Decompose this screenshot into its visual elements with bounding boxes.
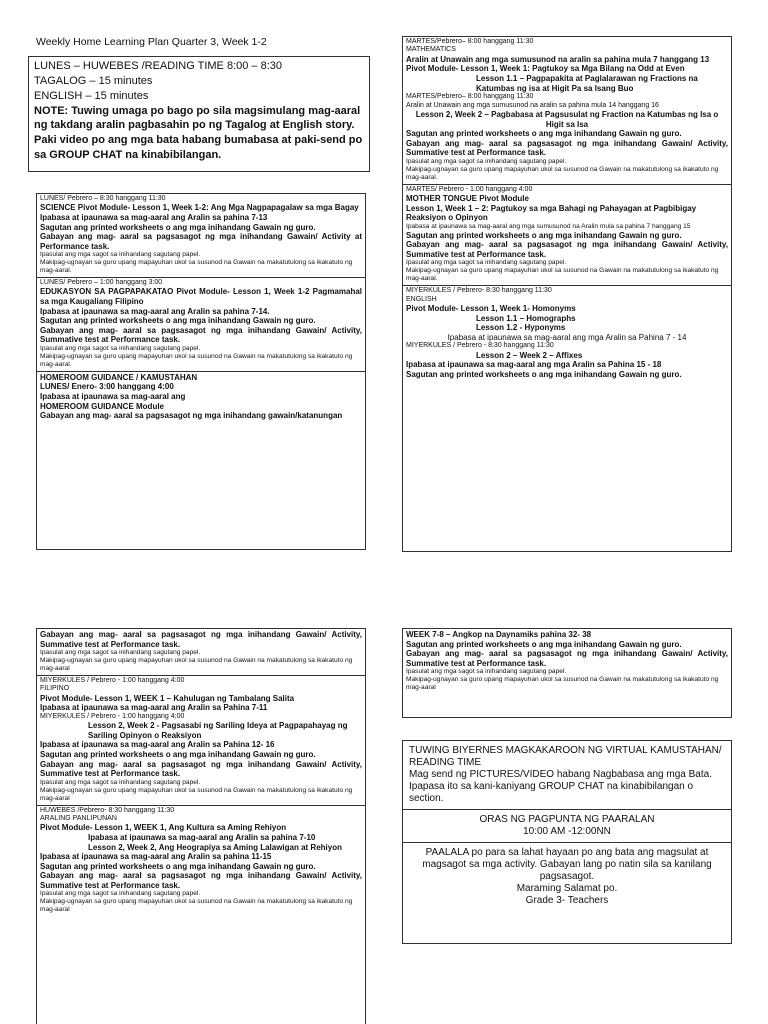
schedule-line: MIYERKULES / Pebrero- 8:30 hanggang 11:30 [406, 287, 552, 295]
reminder-line: Maraming Salamat po. [516, 883, 618, 894]
schedule-line: Ipasulat ang mga sagot sa inihandang sagutang papel. [40, 251, 201, 259]
reminder-line: Grade 3- Teachers [525, 895, 609, 906]
left-top-schedule [36, 193, 366, 550]
schedule-line: Lesson 1, Week 1 – 2: Pagtukoy sa mga Bahagi ng Pahayagan at Pagbibigay Reaksiyon o Opinyon [406, 203, 697, 223]
schedule-line: Pivot Module- Lesson 1, Week 1- Homonyms [406, 303, 576, 313]
schedule-line: Ipabasa at ipaunawa sa mag-aaral ang mga Aralin sa Pahina 15 - 18 [406, 360, 662, 370]
left-top-cells [37, 194, 365, 423]
left-bottom-schedule [36, 628, 366, 1024]
schedule-line: Pivot Module- Lesson 1, WEEK 1, Ang Kultura sa Aming Rehiyon [40, 823, 287, 833]
school-visit-schedule [403, 810, 731, 843]
reading-time-box [28, 56, 370, 172]
schedule-line: Ipasulat ang mga sagot sa inihandang sagutang papel. [40, 778, 201, 786]
schedule-line: ARALING PANLIPUNAN [40, 814, 117, 822]
schedule-line: MIYERKULES / Pebrero - 8:30 hanggang 11:30 [406, 342, 554, 350]
schedule-line: Gabayan ang mag- aaral sa pagsasagot ng mga inihandang Gawain/ Activity, Summative test at Performance task. [40, 325, 362, 345]
schedule-line: Lesson 1.2 - Hyponyms [476, 323, 566, 333]
schedule-line: Gabayan ang mag- aaral sa pagsasagot ng mga inihandang Gawain/ Activity, Summative test at Performance task. [40, 871, 362, 890]
schedule-line: Ipabasa at ipaunawa sa mag-aaral ang Aralin sa pahina 7-13 [40, 212, 268, 222]
schedule-line: EDUKASYON SA PAGPAPAKATAO Pivot Module- Lesson 1, Week 1-2 Pagmamahal sa mga Kaugaliang Filipino [40, 287, 362, 307]
schedule-line: MATHEMATICS [406, 46, 456, 54]
schedule-line: MOTHER TONGUE Pivot Module [406, 194, 529, 204]
schedule-cell [403, 37, 731, 185]
schedule-line: Makipag-ugnayan sa guro upang mapayuhan ukol sa susunod na Gawain na makatutulong sa ikakatuto ng mag-aaral [40, 898, 353, 914]
reading-time-line: LUNES – HUWEBES /READING TIME 8:00 – 8:30 [34, 60, 282, 72]
reading-time-line: NOTE: Tuwing umaga po bago po sila magsimulang mag-aaral ng takdang aralin pagbasahin po ng Tagalog at English story. [34, 104, 361, 132]
schedule-line: Makipag-ugnayan sa guro upang mapayuhan ukol sa susunod na Gawain na makatutulong sa ikakatuto ng mag-aaral [406, 676, 719, 692]
schedule-line: MARTES/ Pebrero - 1:00 hanggang 4:00 [406, 185, 533, 193]
schedule-cell [403, 629, 731, 694]
reading-time-line: Paki video po ang mga bata habang bumabasa at paki-send po sa GROUP CHAT na kinabibilangan. [34, 134, 363, 162]
left-bottom-cells [37, 629, 365, 916]
schedule-line: Gabayan ang mag- aaral sa pagsasagot ng mga inihandang Gawain/ Activity, Summative test at Performance task. [40, 759, 362, 779]
schedule-line: LUNES/ Pebrero – 8:30 hanggang 11:30 [40, 195, 166, 202]
reading-time-line: TAGALOG – 15 minutes [34, 74, 153, 87]
schedule-line: Sagutan ang printed worksheets o ang mga inihandang Gawain ng guro. [406, 639, 682, 649]
schedule-line: Lesson 1.1 – Pagpapakita at Paglalarawan ng Fractions na Katumbas ng isa at Higit Pa sa Isang Buo [476, 73, 698, 93]
schedule-line: Ipasulat ang mga sagot sa inihandang sagutang papel. [406, 259, 567, 267]
right-top-cells [403, 37, 731, 382]
schedule-line: SCIENCE Pivot Module- Lesson 1, Week 1-2: Ang Mga Nagpapagalaw sa mga Bagay [40, 203, 359, 213]
friday-intro [403, 741, 731, 810]
schedule-line: Gabayan ang mag- aaral sa pagsasagot ng mga inihandang Gawain/ Activity, Summative test at Performance task. [406, 138, 728, 158]
schedule-line: LUNES/ Enero- 3:00 hanggang 4:00 [40, 382, 174, 392]
reminder-note [403, 843, 731, 911]
schedule-line: Ipabasa at ipaunawa sa mag-aaral ang Aralin sa Pahina 7-11 [40, 703, 268, 713]
schedule-line: MIYERKULES / Pebrero - 1:00 hanggang 4:00 [40, 676, 185, 684]
schedule-line: MIYERKULES / Pebrero - 1:00 hanggang 4:00 [40, 712, 185, 720]
schedule-line: Sagutan ang printed worksheets o ang mga inihandang Gawain ng guro. [40, 861, 316, 871]
right-bottom-schedule [402, 628, 732, 718]
schedule-line: LUNES/ Pebrero – 1:00 hanggang 3:00 [40, 279, 163, 287]
schedule-line: Makipag-ugnayan sa guro upang mapayuhan ukol sa susunod na Gawain na makatutulong sa ikakatuto ng mag-aaral. [40, 352, 353, 368]
schedule-line: Ipabasa at ipaunawa sa mag-aaral ang Aralin sa pahina 7-14. [40, 306, 270, 316]
schedule-cell [403, 286, 731, 381]
document-title: Weekly Home Learning Plan Quarter 3, Week 1-2 [36, 36, 267, 48]
schedule-line: Sagutan ang printed worksheets o ang mga inihandang Gawain ng guro. [40, 222, 316, 232]
schedule-cell [37, 372, 365, 423]
schedule-time-line: ORAS NG PAGPUNTA NG PAARALAN [479, 814, 655, 825]
schedule-line: WEEK 7-8 – Angkop na Daynamiks pahina 32- 38 [406, 630, 592, 639]
schedule-line: Ipasulat ang mga sagot sa inihandang sagutang papel. [406, 668, 567, 676]
schedule-line: MARTES/Pebrero– 8:00 hanggang 11:30 [406, 93, 534, 101]
schedule-line: HUWEBES /Pebrero- 8:30 hanggang 11:30 [40, 806, 175, 814]
schedule-cell [37, 629, 365, 676]
schedule-line: Pivot Module- Lesson 1, Week 1: Pagtukoy sa Mga Bilang na Odd at Even [406, 64, 685, 74]
schedule-line: Ipabasa at ipaunawa sa mag-aaral ang Aralin sa pahina 7-10 [88, 832, 316, 842]
schedule-line: ENGLISH [406, 295, 437, 303]
schedule-line: Ipasulat ang mga sagot sa inihandang sagutang papel. [406, 157, 567, 165]
schedule-line: Ipabasa at ipaunawa sa mag-aaral ang [40, 391, 186, 401]
schedule-line: Ipabasa at ipaunawa sa mag-aaral ang mga Aralin sa Pahina 7 - 14 [447, 332, 687, 342]
schedule-line: HOMEROOM GUIDANCE / KAMUSTAHAN [40, 372, 198, 382]
schedule-line: Pivot Module- Lesson 1, WEEK 1 – Kahulugan ng Tambalang Salita [40, 693, 295, 703]
reminder-line: PAALALA po para sa lahat hayaan po ang bata ang magsulat at magsagot sa mga activity. Gabayan lang po natin sila sa kanilang pagsasagot. [422, 847, 712, 882]
schedule-cell [37, 806, 365, 917]
schedule-line: Makipag-ugnayan sa guro upang mapayuhan ukol sa susunod na Gawain na makatutulong sa ikakatuto ng mag-aaral [40, 657, 353, 672]
schedule-line: Aralin at Unawain ang mga sumusunod na aralin sa pahina mula 14 hanggang 16 [406, 101, 659, 109]
schedule-line: Gabayan ang mag- aaral sa pagsasagot ng mga inihandang gawain/katanungan [40, 411, 343, 421]
friday-intro-line: TUWING BIYERNES MAGKAKAROON NG VIRTUAL KAMUSTAHAN/ READING TIME [409, 745, 722, 768]
schedule-line: Lesson 2, Week 2 - Pagsasabi ng Sariling Ideya at Pagpapahayag ng Sariling Opinyon o Reaksiyon [88, 721, 348, 740]
schedule-line: Sagutan ang printed worksheets o ang mga inihandang Gawain ng guro. [40, 316, 316, 326]
schedule-line: Lesson 2, Week 2, Ang Heograpiya sa Aming Lalawigan at Rehiyon [88, 842, 342, 852]
schedule-line: Aralin at Unawain ang mga sumusunod na aralin sa pahina mula 7 hanggang 13 [406, 54, 710, 64]
friday-notice-box [402, 740, 732, 944]
schedule-line: Sagutan ang printed worksheets o ang mga inihandang Gawain ng guro. [40, 750, 316, 760]
schedule-line: Ipasulat ang mga sagot sa inihandang sagutang papel. [40, 345, 201, 353]
schedule-line: Ipabasa at ipaunawa sa mag-aaral ang mga sumusunod na Aralin mula sa pahina 7 hanggang 15 [406, 222, 691, 230]
schedule-line: Makipag-ugnayan sa guro upang mapayuhan ukol sa susunod na Gawain na makatutulong sa ikakatuto ng mag-aaral. [40, 259, 353, 275]
schedule-line: Lesson 2 – Week 2 – Affixes [476, 350, 583, 360]
schedule-line: Ipasulat ang mga sagot sa inihandang sagutang papel. [40, 890, 201, 898]
schedule-line: Gabayan ang mag- aaral sa pagsasagot ng mga inihandang Gawain/ Activity, Summative test at Performance task. [406, 240, 728, 259]
schedule-line: HOMEROOM GUIDANCE Module [40, 401, 164, 411]
schedule-cell [37, 676, 365, 806]
right-bottom-cells [403, 629, 731, 694]
schedule-cell [37, 194, 365, 278]
right-top-schedule [402, 36, 732, 552]
schedule-line: Ipabasa at ipaunawa sa mag-aaral ang Aralin sa pahina 11-15 [40, 852, 272, 862]
reading-time-line: ENGLISH – 15 minutes [34, 89, 149, 102]
schedule-line: Ipasulat ang mga sagot sa inihandang sagutang papel. [40, 649, 201, 657]
schedule-line: Makipag-ugnayan sa guro upang mapayuhan ukol sa susunod na Gawain na makatutulong sa ikakatuto ng mag-aaral. [406, 267, 719, 283]
friday-intro-line: Mag send ng PICTURES/VIDEO habang Nagbabasa ang mga Bata. Ipapasa ito sa kani-kaniyang GROUP CHAT na kinabibilangan o section. [409, 769, 712, 804]
schedule-line: Sagutan ang printed worksheets o ang mga inihandang Gawain ng guro. [406, 369, 682, 379]
schedule-line: Gabayan ang mag- aaral sa pagsasagot ng mga inihandang Gawain/ Activity at Performance task. [40, 232, 362, 251]
schedule-line: Makipag-ugnayan sa guro upang mapayuhan ukol sa susunod na Gawain na makatutulong sa ikakatuto ng mag-aaral. [406, 165, 719, 181]
schedule-line: MARTES/Pebrero– 8:00 hanggang 11:30 [406, 38, 534, 45]
schedule-line: FILIPINO [40, 685, 70, 693]
schedule-time-line: 10:00 AM -12:00NN [523, 826, 611, 837]
schedule-line: Gabayan ang mag- aaral sa pagsasagot ng mga inihandang Gawain/ Activity, Summative test at Performance task. [40, 630, 362, 649]
schedule-line: Ipabasa at ipaunawa sa mag-aaral ang Aralin sa Pahina 12- 16 [40, 740, 275, 750]
schedule-cell [403, 185, 731, 287]
schedule-cell [37, 278, 365, 372]
schedule-line: Gabayan ang mag- aaral sa pagsasagot ng mga inihandang Gawain/ Activity, Summative test at Performance task. [406, 649, 728, 668]
schedule-line: Sagutan ang printed worksheets o ang mga inihandang Gawain ng guro. [406, 230, 682, 240]
schedule-line: Lesson 2, Week 2 – Pagbabasa at Pagsusulat ng Fraction na Katumbas ng Isa o Higit sa Isa [415, 109, 719, 129]
schedule-line: Lesson 1.1 – Homographs [476, 313, 576, 323]
reading-time-lines [34, 59, 364, 163]
schedule-line: Sagutan ang printed worksheets o ang mga inihandang Gawain ng guro. [406, 129, 682, 139]
schedule-line: Makipag-ugnayan sa guro upang mapayuhan ukol sa susunod na Gawain na makatutulong sa ikakatuto ng mag-aaral [40, 786, 353, 802]
